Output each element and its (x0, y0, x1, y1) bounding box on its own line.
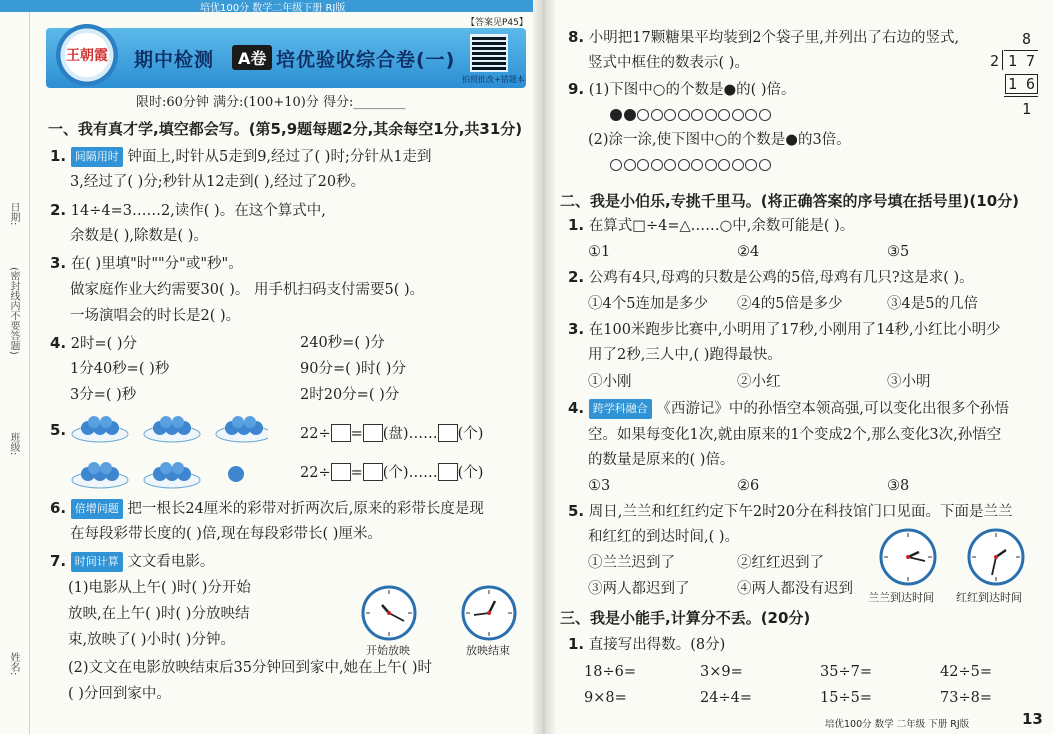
question-2-line2: 余数是( ),除数是( )。 (70, 228, 208, 244)
answer-box[interactable] (363, 424, 383, 442)
division-dividend: 1 7 (1008, 52, 1036, 70)
exam-title: 期中检测 (134, 49, 215, 71)
answer-box[interactable] (438, 463, 458, 481)
footer-text: 培优100分 数学 二年级 下册 RJ版 (825, 719, 970, 730)
question-4-r2b: 90分=( )时( )分 (300, 361, 406, 377)
s2-question-5: 5. 周日,兰兰和红红约定下午2时20分在科技馆门口见面。下面是兰兰 (568, 502, 1013, 520)
s2-question-3: 3. 在100米跑步比赛中,小明用了17秒,小刚用了14秒,小红比小明少 (568, 320, 1001, 338)
s2-q2-opt-a[interactable]: ①4个5连加是多少 (588, 296, 708, 312)
s2-question-2: 2. 公鸡有4只,母鸡的只数是公鸡的5倍,母鸡有几只?这是求( )。 (568, 268, 974, 286)
question-3: 3. 在( )里填"时""分"或"秒"。 (50, 254, 243, 272)
s2-q1-opt-b[interactable]: ②4 (737, 244, 760, 260)
plate-5 (144, 462, 200, 488)
top-band-text: 培优100分 数学二年级下册 RJ版 (200, 3, 346, 14)
question-7-part2-line2: ( )分回到家中。 (68, 686, 171, 702)
apple-plates-illustration (68, 410, 268, 490)
page-fold (533, 0, 555, 734)
s2-question-4-line2: 空。如果每变化1次,就由原来的1个变成2个,那么变化3次,孙悟空 (588, 427, 1002, 443)
plate-1 (72, 416, 128, 442)
s2-q1-opt-a[interactable]: ①1 (588, 244, 611, 260)
question-8: 8. 小明把17颗糖果平均装到2个袋子里,并列出了右边的竖式, (568, 28, 960, 46)
s2-question-3-line2: 用了2秒,三人中,( )跑得最快。 (588, 347, 782, 363)
s2-q5-opt-d[interactable]: ④两人都没有迟到 (737, 581, 853, 597)
question-1: 1. 间隔用时 钟面上,时针从5走到9,经过了( )时;分针从1走到 (50, 147, 432, 165)
calc-item[interactable]: 3×9= (700, 664, 743, 680)
s2-q4-opt-a[interactable]: ①3 (588, 478, 611, 494)
question-7-part1-line2: 放映,在上午( )时( )分放映结 (68, 606, 250, 622)
long-division (990, 30, 1045, 120)
exam-meta: 限时:60分钟 满分:(100+10)分 得分:________ (136, 95, 406, 110)
answer-box[interactable] (363, 463, 383, 481)
tag-times: 倍增问题 (71, 499, 123, 519)
clock-end-icon (460, 585, 520, 641)
question-5-eq2: 22÷ = (个)…… (个) (300, 465, 484, 481)
question-4-r3a: 3分=( )秒 (70, 387, 137, 403)
division-remainder: 1 (1022, 100, 1032, 118)
question-5-num: 5. (50, 421, 67, 439)
clock-end-caption: 放映结束 (466, 644, 510, 657)
page-number: 13 (1022, 710, 1043, 728)
division-divisor: 2 (990, 52, 1000, 70)
s2-question-5-line2: 和红红的到达时间,( )。 (588, 529, 740, 545)
section-2-title: 二、我是小伯乐,专挑千里马。(将正确答案的序号填在括号里)(10分) (560, 192, 1019, 210)
class-label: 班级: (8, 432, 19, 456)
division-quotient: 8 (1022, 30, 1032, 48)
date-label: 日期: (8, 202, 19, 226)
clock-start-caption: 开始放映 (366, 644, 410, 657)
question-9-part1: 9. (1)下图中○的个数是●的( )倍。 (568, 80, 796, 98)
question-3-line3: 一场演唱会的时长是2( )。 (70, 308, 241, 324)
question-4-r3b: 2时20分=( )分 (300, 387, 400, 403)
question-7: 7. 时间计算 文文看电影。 (50, 552, 215, 570)
s2-q5-opt-a[interactable]: ①兰兰迟到了 (588, 555, 675, 571)
clock-lanlan-icon (878, 528, 938, 586)
calc-item[interactable]: 24÷4= (700, 690, 752, 706)
s2-q3-opt-a[interactable]: ①小刚 (588, 374, 632, 390)
question-8-line2: 竖式中框住的数表示( )。 (588, 55, 749, 71)
s2-q2-opt-b[interactable]: ②4的5倍是多少 (737, 296, 843, 312)
plate-2 (144, 416, 200, 442)
question-2: 2. 14÷4=3……2,读作( )。在这个算式中, (50, 201, 326, 219)
qr-caption: 拍照批改+错题本 (462, 75, 525, 84)
calc-item[interactable]: 35÷7= (820, 664, 872, 680)
s2-q2-opt-c[interactable]: ③4是5的几倍 (887, 296, 978, 312)
s2-q3-opt-b[interactable]: ②小红 (737, 374, 781, 390)
exam-subtitle: 培优验收综合卷(一) (276, 49, 456, 71)
section-3-title: 三、我是小能手,计算分不丢。(20分) (560, 609, 811, 627)
margin-strip (0, 12, 30, 734)
answer-box[interactable] (438, 424, 458, 442)
question-4-r1a: 4. 2时=( )分 (50, 334, 138, 352)
s2-question-1: 1. 在算式□÷4=△……○中,余数可能是( )。 (568, 216, 855, 234)
plate-3 (216, 416, 268, 442)
question-6-line2: 在每段彩带长度的( )倍,现在每段彩带长( )厘米。 (70, 526, 382, 542)
logo-text: 王朝霞 (66, 48, 108, 64)
answer-box[interactable] (331, 424, 351, 442)
question-7-part1-line3: 束,放映了( )小时( )分钟。 (68, 632, 235, 648)
top-band (0, 0, 533, 12)
s2-question-4: 4. 跨学科融合 《西游记》中的孙悟空本领高强,可以变化出很多个孙悟 (568, 399, 1009, 417)
tag-interval: 间隔用时 (71, 147, 123, 167)
plate-4 (72, 462, 128, 488)
s2-q5-opt-c[interactable]: ③两人都迟到了 (588, 581, 690, 597)
dot-row-2[interactable] (610, 157, 772, 175)
single-apple (228, 466, 244, 482)
brand-logo (56, 24, 118, 86)
answer-box[interactable] (331, 463, 351, 481)
seal-notice: (密封线内不要答题) (8, 267, 19, 355)
s2-q3-opt-c[interactable]: ③小明 (887, 374, 931, 390)
paper-badge: A卷 (232, 45, 272, 70)
clock-lanlan-caption: 兰兰到达时间 (868, 591, 934, 604)
s2-question-4-line3: 的数量是原来的( )倍。 (588, 452, 735, 468)
clock-start-icon (360, 585, 420, 641)
dot-row-1 (610, 107, 772, 125)
question-7-part2: (2)文文在电影放映结束后35分钟回到家中,她在上午( )时 (68, 660, 433, 676)
question-9-part2: (2)涂一涂,使下图中○的个数是●的3倍。 (588, 132, 851, 148)
calc-item[interactable]: 73÷8= (940, 690, 992, 706)
name-label: 姓名: (8, 652, 19, 676)
s2-q5-opt-b[interactable]: ②红红迟到了 (737, 555, 824, 571)
s2-q4-opt-c[interactable]: ③8 (887, 478, 910, 494)
question-7-part1: (1)电影从上午( )时( )分开始 (68, 580, 251, 596)
calc-item[interactable]: 18÷6= (584, 664, 636, 680)
question-1-line2: 3,经过了( )分;秒针从12走到( ),经过了20秒。 (70, 174, 366, 190)
s3-question-1: 1. 直接写出得数。(8分) (568, 635, 726, 653)
section-1-title: 一、我有真才学,填空都会写。(第5,9题每题2分,其余每空1分,共31分) (48, 120, 523, 138)
s2-q4-opt-b[interactable]: ②6 (737, 478, 760, 494)
clock-honghong-icon (966, 528, 1026, 586)
question-3-line2: 做家庭作业大约需要30( )。 用手机扫码支付需要5( )。 (70, 282, 425, 298)
question-5-eq1: 22÷ = (盘)…… (个) (300, 426, 484, 442)
answer-ref: 【答案见P45】 (466, 18, 528, 28)
clock-honghong-caption: 红红到达时间 (956, 591, 1022, 604)
question-6: 6. 倍增问题 把一根长24厘米的彩带对折两次后,原来的彩带长度是现 (50, 499, 484, 517)
calc-item[interactable]: 15÷5= (820, 690, 872, 706)
question-4-r1b: 240秒=( )分 (300, 335, 385, 351)
question-4-r2a: 1分40秒=( )秒 (70, 361, 170, 377)
tag-cross-subject: 跨学科融合 (589, 399, 652, 419)
tag-time-calc: 时间计算 (71, 552, 123, 572)
calc-item[interactable]: 9×8= (584, 690, 627, 706)
division-product-boxed: 1 6 (1005, 74, 1038, 94)
calc-item[interactable]: 42÷5= (940, 664, 992, 680)
qr-code-icon[interactable] (470, 34, 508, 72)
s2-q1-opt-c[interactable]: ③5 (887, 244, 910, 260)
